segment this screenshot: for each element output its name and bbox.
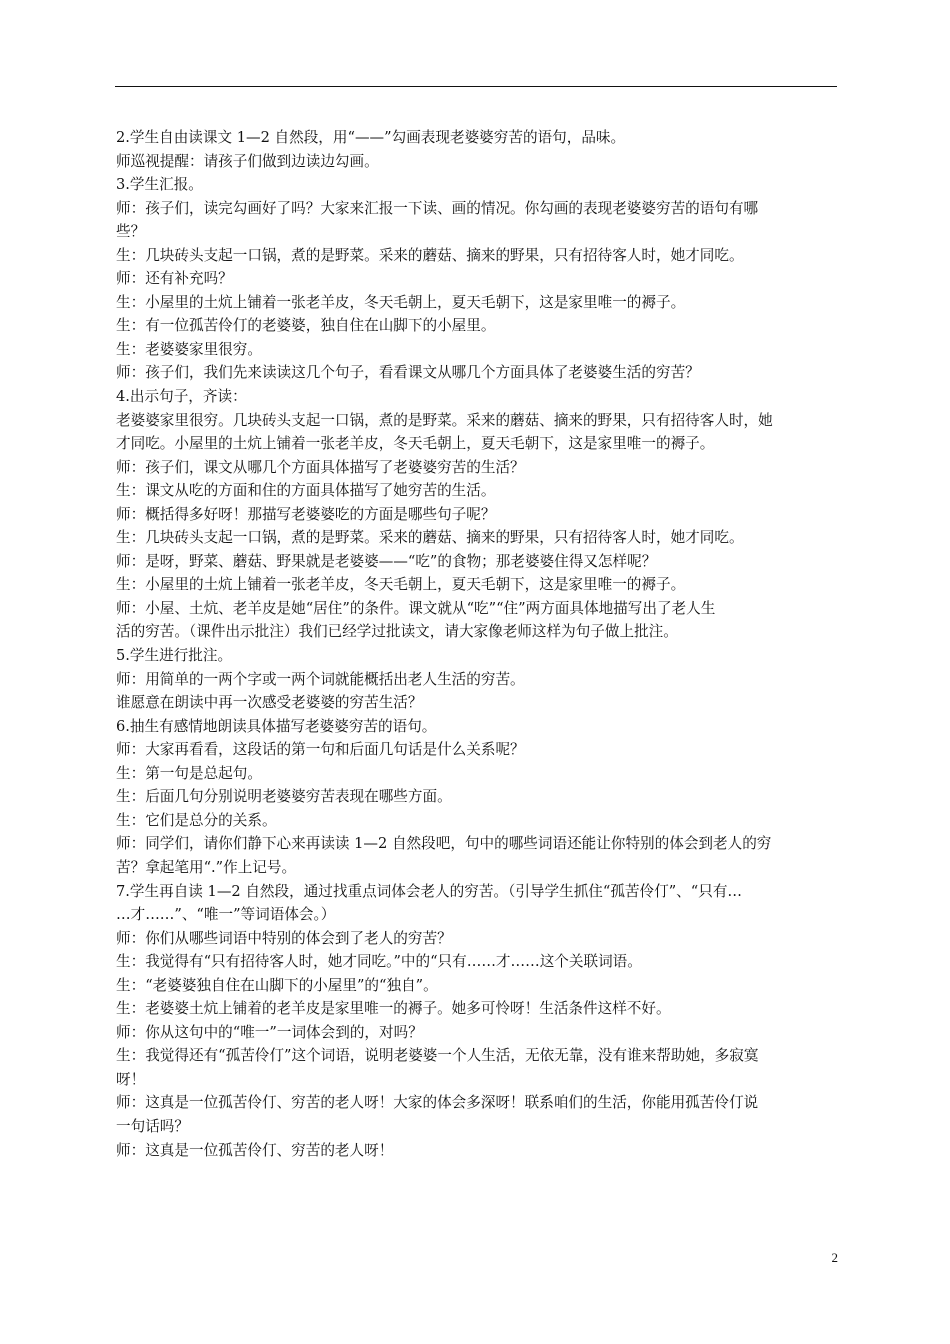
text-line: 师：这真是一位孤苦伶仃、穷苦的老人呀！大家的体会多深呀！联系咱们的生活，你能用孤苦伶仃说 xyxy=(116,1094,759,1112)
text-line: 师：用简单的一两个字或一两个词就能概括出老人生活的穷苦。 xyxy=(116,670,525,688)
text-line: 生：“老婆婆独自住在山脚下的小屋里”的“独自”。 xyxy=(116,976,438,994)
text-line: 生：它们是总分的关系。 xyxy=(116,811,277,829)
text-line: 7.学生再自读 1—2 自然段，通过找重点词体会老人的穷苦。（引导学生抓住“孤苦伶仃”、“只有… xyxy=(116,882,743,900)
text-line: 师：孩子们，读完勾画好了吗？大家来汇报一下读、画的情况。你勾画的表现老婆婆穷苦的语句有哪 xyxy=(116,199,759,217)
text-line: 3.学生汇报。 xyxy=(116,176,203,194)
text-line: 活的穷苦。（课件出示批注）我们已经学过批读文，请大家像老师这样为句子做上批注。 xyxy=(116,623,678,641)
text-line: 老婆婆家里很穷。几块砖头支起一口锅，煮的是野菜。采来的蘑菇、摘来的野果，只有招待客人时，她 xyxy=(116,411,773,429)
document-body xyxy=(116,126,836,1162)
text-line: 师：还有补充吗？ xyxy=(116,270,233,288)
text-line: 师：孩子们，我们先来读读这几个句子，看看课文从哪几个方面具体了老婆婆生活的穷苦？ xyxy=(116,364,700,382)
text-line: 4.出示句子，齐读： xyxy=(116,388,247,406)
text-line: 生：老婆婆土炕上铺着的老羊皮是家里唯一的褥子。她多可怜呀！生活条件这样不好。 xyxy=(116,1000,671,1018)
text-line: 生：老婆婆家里很穷。 xyxy=(116,340,262,358)
text-line: 呀！ xyxy=(116,1070,146,1088)
text-line: 师：大家再看看，这段话的第一句和后面几句话是什么关系呢？ xyxy=(116,741,525,759)
text-line: 师：概括得多好呀！那描写老婆婆吃的方面是哪些句子呢？ xyxy=(116,505,496,523)
text-line: 2.学生自由读课文 1—2 自然段，用“——”勾画表现老婆婆穷苦的语句，品味。 xyxy=(116,129,626,146)
text-line: 生：几块砖头支起一口锅，煮的是野菜。采来的蘑菇、摘来的野果，只有招待客人时，她才同吃。 xyxy=(116,246,744,264)
text-line: 师：同学们，请你们静下心来再读读 1—2 自然段吧，句中的哪些词语还能让你特别的体会到老人的穷 xyxy=(116,835,772,853)
text-line: 生：我觉得还有“孤苦伶仃”这个词语，说明老婆婆一个人生活，无依无靠，没有谁来帮助她，多寂寞 xyxy=(116,1047,759,1065)
text-line: 师：是呀，野菜、蘑菇、野果就是老婆婆——“吃”的食物；那老婆婆住得又怎样呢？ xyxy=(116,552,657,570)
text-line: 生：几块砖头支起一口锅，煮的是野菜。采来的蘑菇、摘来的野果，只有招待客人时，她才同吃。 xyxy=(116,529,744,547)
text-line: 生：我觉得有“只有招待客人时，她才同吃。”中的“只有……才……这个关联词语。 xyxy=(116,953,642,971)
text-line: 师：小屋、土炕、老羊皮是她“居住”的条件。课文就从“吃”“住”两方面具体地描写出了老人生 xyxy=(116,599,716,617)
text-line: 师巡视提醒：请孩子们做到边读边勾画。 xyxy=(116,152,379,170)
text-line: 些？ xyxy=(116,223,146,241)
text-line: 师：你们从哪些词语中特别的体会到了老人的穷苦？ xyxy=(116,929,452,947)
text-line: 师：这真是一位孤苦伶仃、穷苦的老人呀！ xyxy=(116,1141,394,1159)
text-line: 5.学生进行批注。 xyxy=(116,647,233,665)
text-line: 生：第一句是总起句。 xyxy=(116,764,262,782)
text-line: …才……”、“唯一”等词语体会。） xyxy=(116,906,336,924)
page-number: 2 xyxy=(831,1250,838,1265)
text-line: 师：孩子们，课文从哪几个方面具体描写了老婆婆穷苦的生活？ xyxy=(116,458,525,476)
text-line: 生：后面几句分别说明老婆婆穷苦表现在哪些方面。 xyxy=(116,788,452,806)
text-line: 6.抽生有感情地朗读具体描写老婆婆穷苦的语句。 xyxy=(116,717,437,735)
text-line: 苦？拿起笔用“.”作上记号。 xyxy=(116,858,297,876)
text-line: 生：有一位孤苦伶仃的老婆婆，独自住在山脚下的小屋里。 xyxy=(116,317,496,335)
text-line: 生：课文从吃的方面和住的方面具体描写了她穷苦的生活。 xyxy=(116,482,496,500)
header-rule xyxy=(115,86,837,87)
text-line: 生：小屋里的土炕上铺着一张老羊皮，冬天毛朝上，夏天毛朝下，这是家里唯一的褥子。 xyxy=(116,293,686,311)
text-line: 才同吃。小屋里的土炕上铺着一张老羊皮，冬天毛朝上，夏天毛朝下，这是家里唯一的褥子。 xyxy=(116,435,715,453)
text-line: 师：你从这句中的“唯一”一词体会到的，对吗？ xyxy=(116,1023,423,1041)
text-line: 一句话吗？ xyxy=(116,1117,189,1135)
text-line: 生：小屋里的土炕上铺着一张老羊皮，冬天毛朝上，夏天毛朝下，这是家里唯一的褥子。 xyxy=(116,576,686,594)
text-line: 谁愿意在朗读中再一次感受老婆婆的穷苦生活？ xyxy=(116,694,423,712)
